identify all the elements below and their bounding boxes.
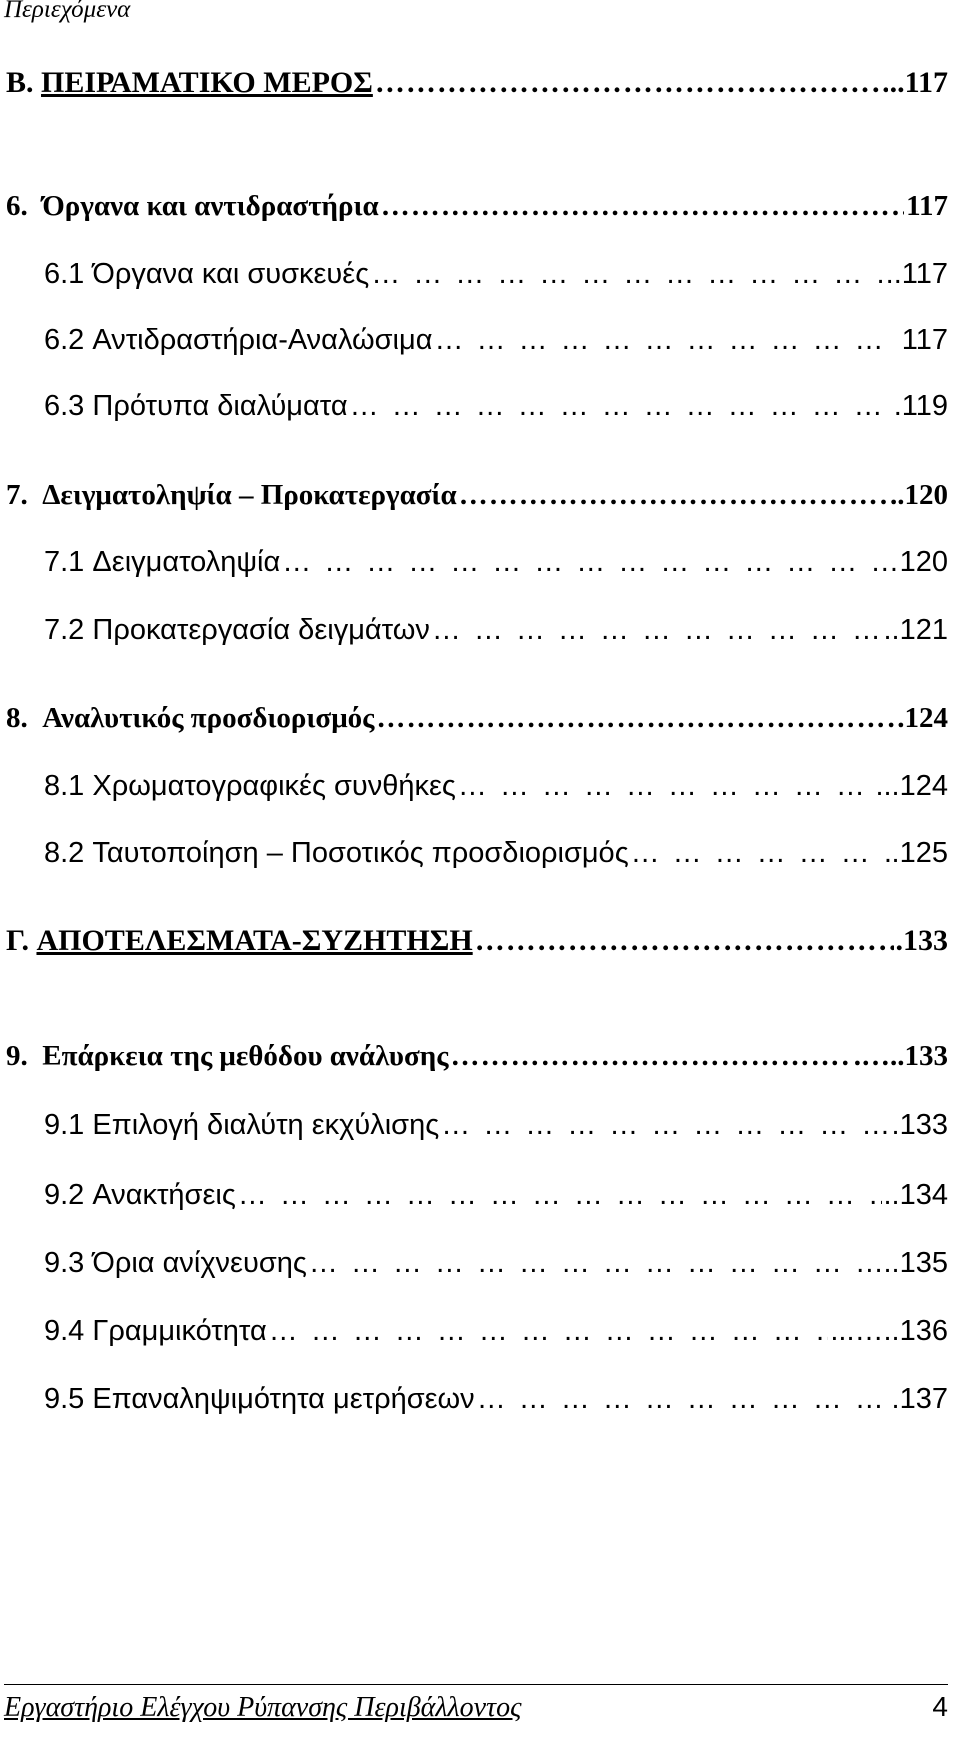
- toc-number: 6.: [6, 190, 28, 222]
- toc-page: .…..133: [853, 1040, 948, 1072]
- footer-page-number: 4: [932, 1691, 948, 1722]
- toc-page: ..121: [883, 614, 948, 646]
- toc-leader: [350, 390, 892, 423]
- toc-entry-section-9-2[interactable]: [44, 1179, 948, 1223]
- toc-number: 7.2: [44, 614, 85, 646]
- toc-page: .125: [891, 837, 948, 869]
- toc-entry-section-9-1[interactable]: [44, 1109, 948, 1153]
- toc-page: .119: [893, 390, 948, 422]
- toc-title: Ταυτοποίηση – Ποσοτικός προσδιορισμός: [92, 837, 629, 869]
- toc-leader: [434, 324, 899, 357]
- toc-leader: [450, 1040, 851, 1073]
- toc-entry-section-6-2[interactable]: [44, 324, 948, 368]
- toc-page: ..117: [885, 258, 948, 290]
- toc-leader: [459, 479, 888, 512]
- page-footer: [4, 1684, 948, 1724]
- toc-number: 9.4: [44, 1315, 85, 1347]
- toc-entry-section-6-3[interactable]: [44, 390, 948, 434]
- toc-title: Όργανα και αντιδραστήρια: [42, 190, 379, 222]
- toc-page: 117: [901, 324, 948, 356]
- toc-page: ..135: [883, 1247, 948, 1279]
- toc-leader: [282, 546, 897, 579]
- toc-entry-section-9-4[interactable]: [44, 1315, 948, 1359]
- toc-entry-section-8-1[interactable]: [44, 770, 948, 814]
- toc-title: Επιλογή διαλύτη εκχύλισης: [92, 1109, 440, 1141]
- toc-title: Αντιδραστήρια-Αναλώσιμα: [92, 324, 433, 356]
- toc-page: ..117: [889, 66, 948, 99]
- toc-entry-section-8-2[interactable]: [44, 837, 948, 881]
- toc-page: .124: [897, 702, 948, 734]
- footer-title: Εργαστήριο Ελέγχου Ρύπανσης Περιβάλλοντος: [4, 1692, 522, 1723]
- toc-number: 6.3: [44, 390, 85, 422]
- toc-title: Ανακτήσεις: [92, 1179, 236, 1211]
- toc-leader: [432, 614, 882, 647]
- toc-page: ..120: [890, 479, 948, 511]
- toc-leader: [309, 1247, 882, 1280]
- toc-title: Επάρκεια της μεθόδου ανάλυσης: [42, 1040, 449, 1072]
- toc-page: .133: [891, 1109, 948, 1141]
- toc-page: ...…..136: [830, 1315, 948, 1347]
- toc-number: 9.: [6, 1040, 28, 1072]
- toc-title: Όρια ανίχνευσης: [92, 1247, 307, 1279]
- header-title: Περιεχόμενα: [4, 0, 131, 23]
- toc-title: ΠΕΙΡΑΜΑΤΙΚΟ ΜΕΡΟΣ: [41, 66, 373, 99]
- toc-entry-section-9-5[interactable]: [44, 1383, 948, 1427]
- toc-leader: [381, 190, 904, 223]
- toc-number: Γ.: [6, 924, 29, 957]
- toc-leader: [238, 1179, 882, 1212]
- toc-number: 6.1: [44, 258, 85, 290]
- toc-entry-part-b[interactable]: [6, 66, 948, 110]
- toc-entry-chapter-8[interactable]: [6, 702, 948, 746]
- toc-number: 7.1: [44, 546, 85, 578]
- toc-title: Πρότυπα διαλύματα: [92, 390, 348, 422]
- toc-entry-chapter-7[interactable]: [6, 479, 948, 523]
- toc-page: .133: [895, 924, 948, 957]
- toc-entry-section-7-1[interactable]: [44, 546, 948, 590]
- toc-leader: [441, 1109, 889, 1142]
- toc-title: Γραμμικότητα: [92, 1315, 267, 1347]
- toc-leader: [376, 702, 895, 735]
- toc-leader: [375, 66, 888, 100]
- toc-leader: [477, 1383, 890, 1416]
- toc-leader: [269, 1315, 829, 1348]
- toc-title: Δειγματοληψία: [92, 546, 281, 578]
- toc-title: ΑΠΟΤΕΛΕΣΜΑΤΑ-ΣΥΖΗΤΗΣΗ: [36, 924, 473, 957]
- toc-title: Προκατεργασία δειγμάτων: [92, 614, 430, 646]
- toc-title: Δειγματοληψία – Προκατεργασία: [42, 479, 457, 511]
- toc-number: 9.3: [44, 1247, 85, 1279]
- toc-entry-chapter-6[interactable]: [6, 190, 948, 234]
- toc-number: 8.1: [44, 770, 85, 802]
- toc-page: .137: [891, 1383, 948, 1415]
- toc-number: 7.: [6, 479, 28, 511]
- toc-number: 8.2: [44, 837, 85, 869]
- toc-entry-chapter-9[interactable]: [6, 1040, 948, 1084]
- toc-page: ...124: [875, 770, 948, 802]
- toc-number: Β.: [6, 66, 34, 99]
- toc-title: Επαναληψιμότητα μετρήσεων: [92, 1383, 475, 1415]
- toc-number: 9.2: [44, 1179, 85, 1211]
- toc-number: 6.2: [44, 324, 85, 356]
- toc-leader: [475, 924, 894, 958]
- toc-page: ..134: [883, 1179, 948, 1211]
- toc-title: Αναλυτικός προσδιορισμός: [42, 702, 375, 734]
- toc-entry-section-9-3[interactable]: [44, 1247, 948, 1291]
- toc-entry-part-c[interactable]: [6, 924, 948, 968]
- toc-number: 8.: [6, 702, 28, 734]
- toc-leader: [371, 258, 883, 291]
- toc-number: 9.1: [44, 1109, 85, 1141]
- toc-leader: [458, 770, 874, 803]
- toc-entry-section-7-2[interactable]: [44, 614, 948, 658]
- toc-page: 117: [906, 190, 948, 222]
- toc-entry-section-6-1[interactable]: [44, 258, 948, 302]
- page-header: [4, 0, 130, 24]
- toc-leader: [631, 837, 890, 870]
- toc-title: Χρωματογραφικές συνθήκες: [92, 770, 456, 802]
- toc-page: 120: [899, 546, 948, 578]
- toc-title: Όργανα και συσκευές: [92, 258, 370, 290]
- toc-number: 9.5: [44, 1383, 85, 1415]
